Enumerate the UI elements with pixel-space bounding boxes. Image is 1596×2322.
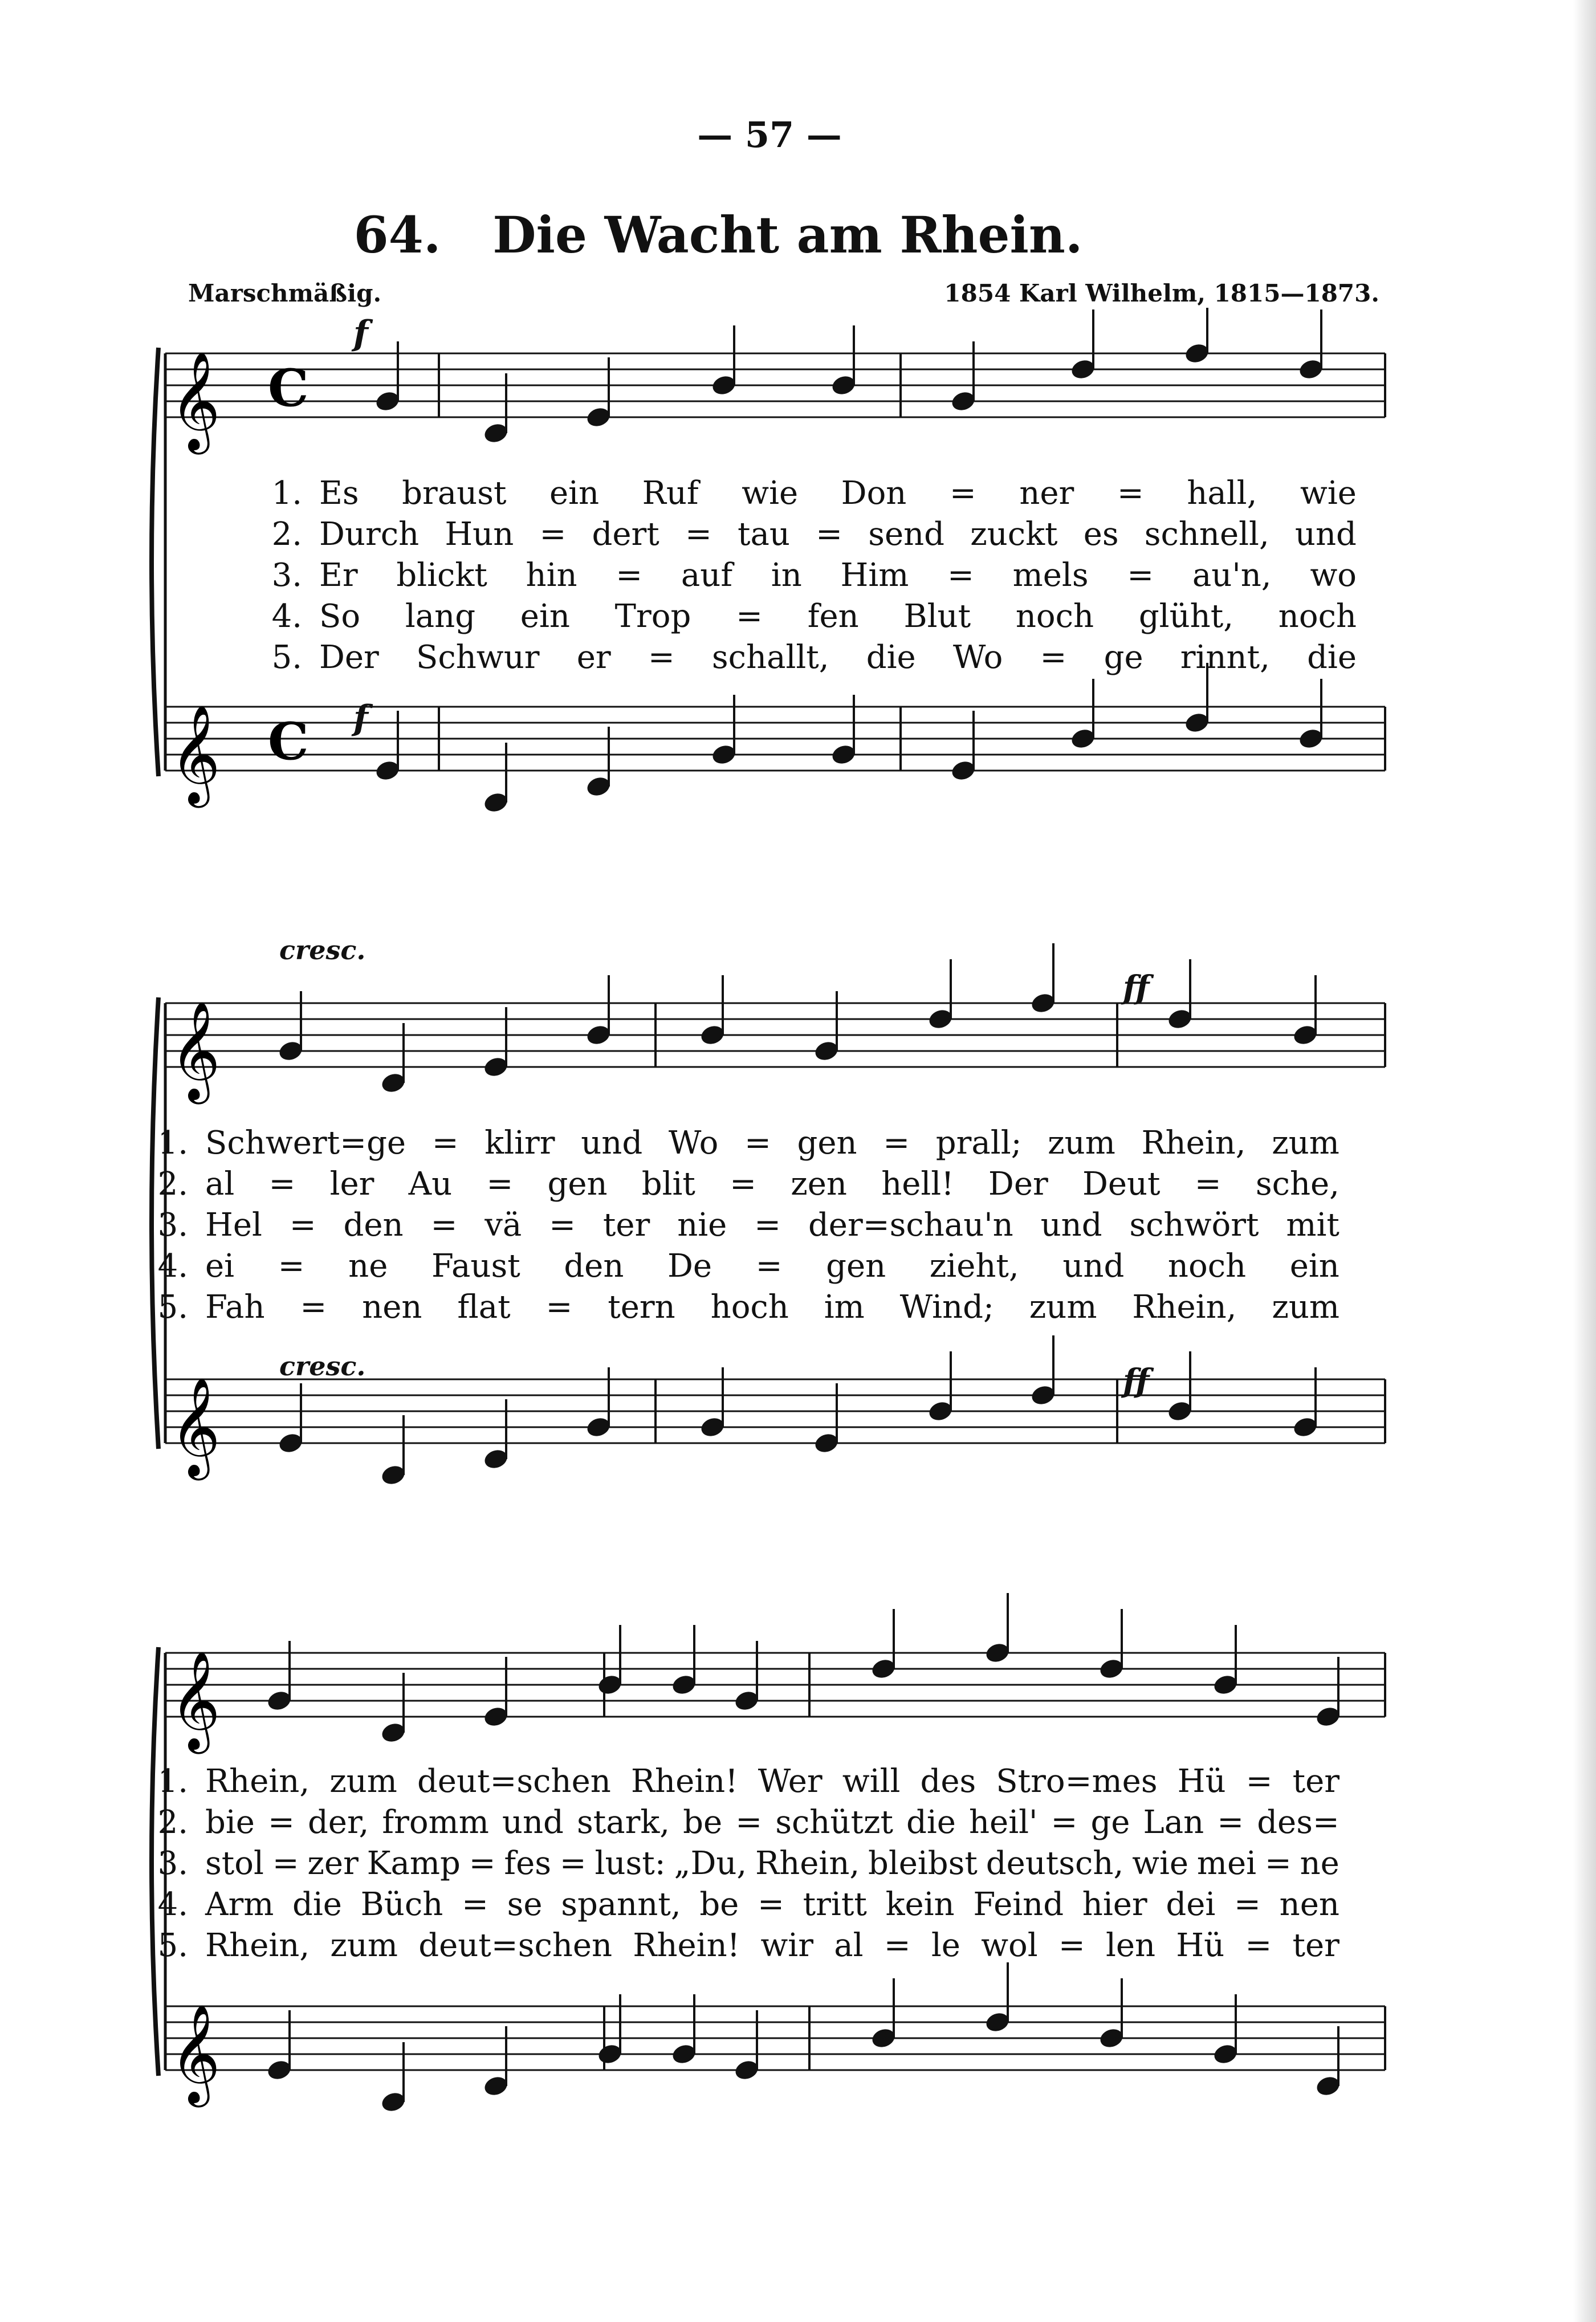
- lyric-syllable: noch: [1278, 598, 1357, 635]
- lyric-syllable: Wer: [758, 1763, 823, 1800]
- lyric-syllable: be: [683, 1804, 723, 1841]
- treble-clef-icon: 𝄞: [170, 2004, 221, 2103]
- lyric-syllable: und: [1294, 516, 1357, 553]
- lyric-syllable: ein: [1289, 1248, 1339, 1285]
- lyric-syllable: gen: [547, 1166, 608, 1203]
- lyric-syllable: Wo: [952, 639, 1003, 676]
- lyric-syllable: Don: [841, 475, 907, 512]
- lyric-syllable: zieht,: [929, 1248, 1019, 1285]
- lyric-syllable: =: [267, 1804, 295, 1841]
- lyric-syllable: schwört: [1129, 1207, 1259, 1244]
- lyric-syllable: =: [1051, 1804, 1078, 1841]
- lyric-syllable: Schwur: [416, 639, 540, 676]
- lyric-syllable: es: [1083, 516, 1119, 553]
- lyric-syllable: Rhein,: [205, 1763, 310, 1800]
- lyric-syllable: =: [1245, 1763, 1273, 1800]
- lyric-syllable: ter: [1292, 1927, 1339, 1964]
- lyric-syllable: send: [868, 516, 945, 553]
- lyric-syllable: len: [1105, 1927, 1156, 1964]
- lyric-syllable: wol: [981, 1927, 1038, 1964]
- lyric-syllable: dert: [592, 516, 659, 553]
- lyric-syllable: lust:: [595, 1845, 666, 1882]
- lyric-syllable: schützt: [775, 1804, 893, 1841]
- lyric-syllable: Rhein!: [630, 1763, 738, 1800]
- lyric-syllable: =: [883, 1927, 911, 1964]
- lyric-syllable: au'n,: [1192, 557, 1272, 594]
- verse-words: [205, 1205, 1339, 1246]
- lyric-syllable: zum: [1272, 1289, 1339, 1326]
- composer-credit: 1854 Karl Wilhelm, 1815—1873.: [944, 279, 1379, 307]
- dynamic-forte-upper: f: [353, 313, 368, 353]
- lyric-syllable: Trop: [614, 598, 691, 635]
- lyrics-block-2: [125, 1123, 1339, 1328]
- lyric-syllable: zum: [1272, 1125, 1339, 1162]
- lyric-syllable: al: [834, 1927, 864, 1964]
- lyric-syllable: und: [502, 1804, 564, 1841]
- lyric-syllable: =: [272, 1845, 299, 1882]
- lyric-syllable: zum: [1029, 1289, 1097, 1326]
- lyric-syllable: flat: [457, 1289, 511, 1326]
- lyric-syllable: =: [545, 1289, 573, 1326]
- lyric-syllable: tern: [608, 1289, 675, 1326]
- verse-words: [205, 1123, 1339, 1164]
- lyric-syllable: nen: [1279, 1886, 1339, 1923]
- lyric-syllable: des: [920, 1763, 976, 1800]
- verse-words: [205, 1287, 1339, 1328]
- lyric-syllable: zen: [791, 1166, 847, 1203]
- lyric-syllable: mit: [1286, 1207, 1339, 1244]
- lyric-syllable: =: [469, 1845, 496, 1882]
- lyric-syllable: zum: [1048, 1125, 1115, 1162]
- lyric-syllable: noch: [1015, 598, 1094, 635]
- lyric-syllable: fromm: [382, 1804, 489, 1841]
- lyric-syllable: =: [947, 557, 974, 594]
- lyric-syllable: der=schau'n: [808, 1207, 1013, 1244]
- lyric-syllable: zum: [330, 1927, 398, 1964]
- lyric-syllable: Schwert=ge: [205, 1125, 406, 1162]
- lyric-syllable: =: [1058, 1927, 1085, 1964]
- lyric-syllable: zer: [307, 1845, 359, 1882]
- lyric-syllable: wir: [760, 1927, 813, 1964]
- lyric-syllable: ne: [1300, 1845, 1339, 1882]
- lyric-syllable: =: [949, 475, 976, 512]
- lyric-syllable: =: [268, 1166, 296, 1203]
- verse-line: 1. Rhein, zum deut=schen Rhein! Wer will des Stro=mes Hü = ter: [125, 1761, 1339, 1802]
- lyrics-block-1: [239, 473, 1357, 678]
- lyric-syllable: gen: [797, 1125, 857, 1162]
- lyric-syllable: So: [319, 598, 361, 635]
- lyric-syllable: die: [866, 639, 916, 676]
- lyric-syllable: =: [1264, 1845, 1292, 1882]
- lyric-syllable: Fah: [205, 1289, 265, 1326]
- verse-line: 4. So lang ein Trop = fen Blut noch glüht, noch: [239, 596, 1357, 637]
- lyric-syllable: ne: [348, 1248, 388, 1285]
- lyric-syllable: zuckt: [970, 516, 1058, 553]
- lyric-syllable: Rhein,: [1141, 1125, 1246, 1162]
- lyric-syllable: =: [300, 1289, 327, 1326]
- lyric-syllable: =: [1217, 1804, 1244, 1841]
- verse-line: 2. al = ler Au = gen blit = zen hell! Der Deut = sche,: [125, 1164, 1339, 1205]
- lyric-syllable: =: [735, 1804, 763, 1841]
- lyric-syllable: =: [278, 1248, 305, 1285]
- dynamic-cresc-lower: cresc.: [279, 1351, 366, 1382]
- lyric-syllable: fen: [807, 598, 859, 635]
- lyric-syllable: und: [1062, 1248, 1125, 1285]
- lyric-syllable: =: [461, 1886, 488, 1923]
- lyric-syllable: Der: [319, 639, 379, 676]
- lyric-syllable: schnell,: [1144, 516, 1269, 553]
- lyric-syllable: den: [343, 1207, 404, 1244]
- dynamic-fortissimo-lower: ff: [1123, 1362, 1150, 1400]
- lyric-syllable: Hü: [1177, 1763, 1226, 1800]
- lyric-syllable: Rhein,: [755, 1845, 860, 1882]
- lyric-syllable: =: [289, 1207, 316, 1244]
- lyric-syllable: des=: [1257, 1804, 1339, 1841]
- treble-clef-icon: 𝄞: [170, 1377, 221, 1476]
- lyric-syllable: =: [730, 1166, 757, 1203]
- lyric-syllable: wo: [1310, 557, 1357, 594]
- lyric-syllable: tau: [738, 516, 790, 553]
- verse-line: 4. ei = ne Faust den De = gen zieht, und noch ein: [125, 1246, 1339, 1287]
- lyric-syllable: die: [1307, 639, 1357, 676]
- verse-words: [319, 596, 1357, 637]
- lyric-syllable: =: [744, 1125, 771, 1162]
- dynamic-cresc-upper: cresc.: [279, 935, 366, 966]
- lyric-syllable: braust: [402, 475, 507, 512]
- verse-words: [205, 1925, 1339, 1966]
- lyric-syllable: Wind;: [899, 1289, 994, 1326]
- verse-words: [205, 1884, 1339, 1925]
- lyric-syllable: und: [1040, 1207, 1102, 1244]
- lyric-syllable: bleibst: [868, 1845, 978, 1882]
- treble-clef-icon: 𝄞: [170, 1001, 221, 1100]
- page-edge-shadow: [1573, 0, 1596, 2322]
- treble-clef-icon: 𝄞: [170, 704, 221, 804]
- common-time-icon: C: [268, 358, 309, 418]
- lyric-syllable: ei: [205, 1248, 235, 1285]
- lyric-syllable: =: [816, 516, 843, 553]
- lyric-syllable: und: [581, 1125, 643, 1162]
- lyric-syllable: ter: [1292, 1763, 1339, 1800]
- lyric-syllable: sche,: [1255, 1166, 1339, 1203]
- lyric-syllable: kein: [885, 1886, 955, 1923]
- lyric-syllable: ge: [1090, 1804, 1130, 1841]
- lyric-syllable: er: [576, 639, 611, 676]
- lyric-syllable: Kamp: [367, 1845, 461, 1882]
- verse-words: [319, 473, 1357, 514]
- verse-line: 1. Schwert=ge = klirr und Wo = gen = prall; zum Rhein, zum: [125, 1123, 1339, 1164]
- lyric-syllable: noch: [1167, 1248, 1247, 1285]
- lyric-syllable: Wo: [668, 1125, 719, 1162]
- lyric-syllable: Hü: [1176, 1927, 1225, 1964]
- lyric-syllable: =: [559, 1845, 587, 1882]
- lyric-syllable: =: [685, 516, 712, 553]
- verse-line: 4. Arm die Büch = se spannt, be = tritt kein Feind hier dei = nen: [125, 1884, 1339, 1925]
- lyric-syllable: =: [648, 639, 675, 676]
- lyric-syllable: Rhein!: [633, 1927, 740, 1964]
- treble-clef-icon: 𝄞: [170, 351, 221, 450]
- lyric-syllable: die: [906, 1804, 956, 1841]
- lyric-syllable: ter: [602, 1207, 650, 1244]
- lyric-syllable: klirr: [484, 1125, 555, 1162]
- lyric-syllable: schallt,: [711, 639, 829, 676]
- lyric-syllable: =: [549, 1207, 576, 1244]
- lyric-syllable: nen: [362, 1289, 422, 1326]
- verse-line: 1. Es braust ein Ruf wie Don = ner = hall, wie: [239, 473, 1357, 514]
- lyric-syllable: =: [1194, 1166, 1222, 1203]
- lyric-syllable: =: [431, 1125, 459, 1162]
- lyric-syllable: vä: [484, 1207, 522, 1244]
- lyric-syllable: Er: [319, 557, 358, 594]
- lyric-syllable: hall,: [1187, 475, 1257, 512]
- lyric-syllable: deutsch,: [986, 1845, 1124, 1882]
- song-number: 64.: [353, 205, 441, 264]
- dynamic-fortissimo-upper: ff: [1123, 969, 1150, 1007]
- lyric-syllable: be: [699, 1886, 739, 1923]
- lyric-syllable: =: [486, 1166, 514, 1203]
- lyric-syllable: stol: [205, 1845, 264, 1882]
- verse-words: [205, 1802, 1339, 1843]
- system-brace: [152, 348, 158, 776]
- common-time-icon: C: [268, 711, 309, 772]
- lyric-syllable: den: [564, 1248, 624, 1285]
- lyric-syllable: hier: [1082, 1886, 1147, 1923]
- lyric-syllable: Ruf: [642, 475, 699, 512]
- verse-words: [205, 1164, 1339, 1205]
- dynamic-forte-lower: f: [353, 698, 368, 738]
- lyric-syllable: hin: [526, 557, 577, 594]
- lyric-syllable: Der: [988, 1166, 1048, 1203]
- verse-words: [319, 514, 1357, 555]
- verse-words: [205, 1843, 1339, 1884]
- verse-line: 2. Durch Hun = dert = tau = send zuckt es schnell, und: [239, 514, 1357, 555]
- lyric-syllable: stark,: [576, 1804, 670, 1841]
- lyric-syllable: nie: [677, 1207, 727, 1244]
- lyric-syllable: gen: [826, 1248, 886, 1285]
- lyric-syllable: lang: [405, 598, 476, 635]
- lyric-syllable: Rhein,: [1132, 1289, 1237, 1326]
- lyric-syllable: =: [883, 1125, 910, 1162]
- lyric-syllable: hell!: [881, 1166, 954, 1203]
- lyric-syllable: deut=schen: [417, 1763, 611, 1800]
- treble-clef-icon: 𝄞: [170, 1651, 221, 1750]
- lyric-syllable: im: [824, 1289, 865, 1326]
- lyrics-block-3: [125, 1761, 1339, 1966]
- lyric-syllable: Him: [840, 557, 909, 594]
- lyric-syllable: „Du,: [674, 1845, 747, 1882]
- lyric-syllable: dei: [1166, 1886, 1216, 1923]
- lyric-syllable: heil': [968, 1804, 1038, 1841]
- verse-line: 3. Er blickt hin = auf in Him = mels = au'n, wo: [239, 555, 1357, 596]
- lyric-syllable: deut=schen: [418, 1927, 613, 1964]
- song-title-line: [0, 205, 1436, 264]
- lyric-syllable: wie: [1132, 1845, 1189, 1882]
- verse-words: [319, 555, 1357, 596]
- lyric-syllable: Lan: [1143, 1804, 1204, 1841]
- lyric-syllable: ein: [520, 598, 570, 635]
- lyric-syllable: ner: [1019, 475, 1074, 512]
- lyric-syllable: der,: [307, 1804, 369, 1841]
- lyric-syllable: =: [736, 598, 763, 635]
- lyric-syllable: =: [430, 1207, 458, 1244]
- lyric-syllable: ein: [549, 475, 600, 512]
- verse-words: [205, 1246, 1339, 1287]
- lyric-syllable: Es: [319, 475, 359, 512]
- lyric-syllable: hoch: [710, 1289, 789, 1326]
- verse-words: [319, 637, 1357, 678]
- lyric-syllable: tritt: [803, 1886, 867, 1923]
- lyric-syllable: die: [292, 1886, 342, 1923]
- verse-line: 5. Fah = nen flat = tern hoch im Wind; zum Rhein, zum: [125, 1287, 1339, 1328]
- lyric-syllable: auf: [681, 557, 733, 594]
- lyric-syllable: Faust: [431, 1248, 520, 1285]
- lyric-syllable: =: [755, 1248, 783, 1285]
- lyric-syllable: =: [754, 1207, 781, 1244]
- lyric-syllable: Stro=mes: [996, 1763, 1158, 1800]
- lyric-syllable: Au: [408, 1166, 453, 1203]
- lyric-syllable: bie: [205, 1804, 255, 1841]
- lyric-syllable: =: [1117, 475, 1144, 512]
- verse-line: 2. bie = der, fromm und stark, be = schützt die heil' = ge Lan = des=: [125, 1802, 1339, 1843]
- lyric-syllable: prall;: [935, 1125, 1022, 1162]
- lyric-syllable: De: [667, 1248, 712, 1285]
- lyric-syllable: =: [616, 557, 643, 594]
- lyric-syllable: =: [1245, 1927, 1272, 1964]
- page-number: — 57 —: [697, 114, 842, 156]
- lyric-syllable: Hel: [205, 1207, 262, 1244]
- verse-line: 3. stol = zer Kamp = fes = lust: „Du, Rhein, bleibst deutsch, wie mei = ne: [125, 1843, 1339, 1884]
- lyric-syllable: zum: [329, 1763, 397, 1800]
- verse-line: 5. Rhein, zum deut=schen Rhein! wir al = le wol = len Hü = ter: [125, 1925, 1339, 1966]
- lyric-syllable: Hun: [445, 516, 514, 553]
- lyric-syllable: Rhein,: [205, 1927, 310, 1964]
- lyric-syllable: Blut: [903, 598, 971, 635]
- lyric-syllable: rinnt,: [1180, 639, 1270, 676]
- lyric-syllable: =: [539, 516, 567, 553]
- lyric-syllable: mei: [1196, 1845, 1257, 1882]
- lyric-syllable: ler: [329, 1166, 374, 1203]
- lyric-syllable: will: [842, 1763, 901, 1800]
- lyric-syllable: Feind: [973, 1886, 1064, 1923]
- lyric-syllable: blickt: [396, 557, 487, 594]
- lyric-syllable: se: [507, 1886, 543, 1923]
- lyric-syllable: =: [758, 1886, 784, 1923]
- lyric-syllable: =: [1234, 1886, 1261, 1923]
- verse-words: [205, 1761, 1339, 1802]
- lyric-syllable: Deut: [1082, 1166, 1161, 1203]
- lyric-syllable: al: [205, 1166, 235, 1203]
- song-title: Die Wacht am Rhein.: [492, 205, 1083, 264]
- lyric-syllable: spannt,: [561, 1886, 681, 1923]
- lyric-syllable: blit: [641, 1166, 695, 1203]
- lyric-syllable: le: [931, 1927, 960, 1964]
- lyric-syllable: mels: [1012, 557, 1089, 594]
- verse-line: 3. Hel = den = vä = ter nie = der=schau'n und schwört mit: [125, 1205, 1339, 1246]
- lyric-syllable: =: [1127, 557, 1154, 594]
- lyric-syllable: ge: [1104, 639, 1143, 676]
- lyric-syllable: Büch: [360, 1886, 443, 1923]
- lyric-syllable: fes: [504, 1845, 551, 1882]
- lyric-syllable: Arm: [205, 1886, 274, 1923]
- lyric-syllable: wie: [1300, 475, 1357, 512]
- lyric-syllable: wie: [742, 475, 799, 512]
- tempo-marking: Marschmäßig.: [188, 279, 382, 307]
- lyric-syllable: glüht,: [1138, 598, 1234, 635]
- lyric-syllable: =: [1040, 639, 1067, 676]
- lyric-syllable: in: [771, 557, 802, 594]
- lyric-syllable: Durch: [319, 516, 420, 553]
- verse-line: 5. Der Schwur er = schallt, die Wo = ge rinnt, die: [239, 637, 1357, 678]
